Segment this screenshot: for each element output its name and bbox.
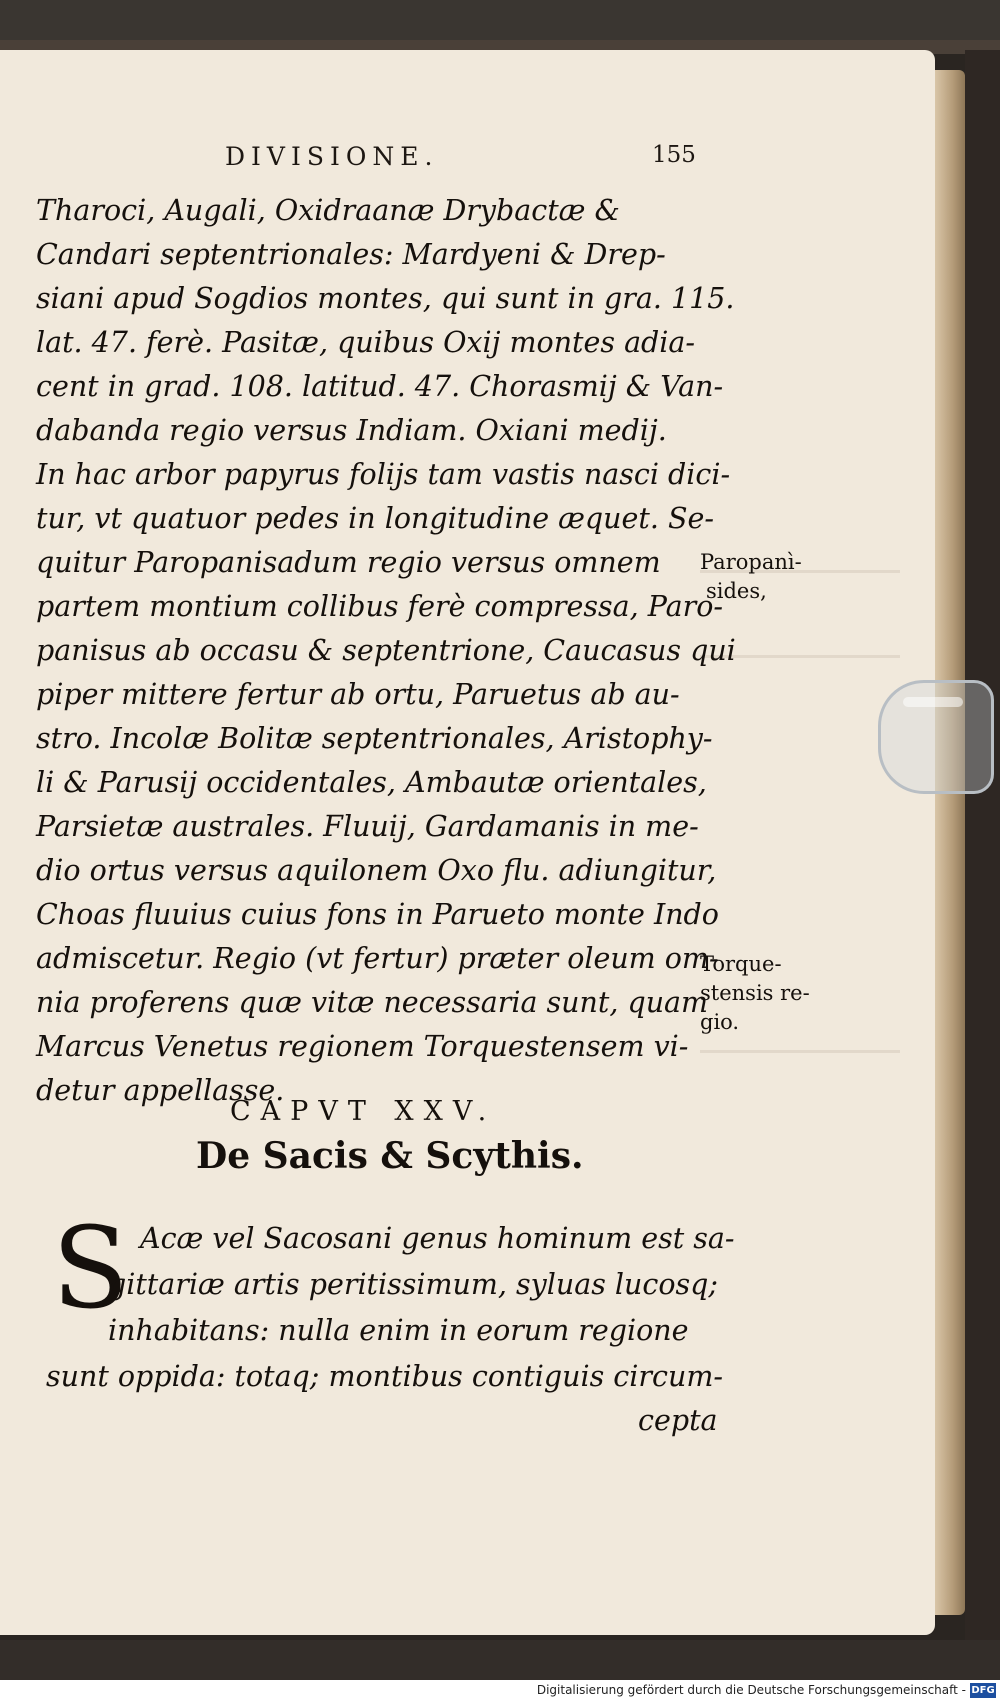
body-line: Marcus Venetus regionem Torquestensem vi- [36, 1030, 689, 1063]
scan-bottom-band [0, 1640, 1000, 1680]
body-line: Choas fluuius cuius fons in Parueto monte Indo [36, 898, 719, 931]
body-line: dabanda regio versus Indiam. Oxiani medij. [36, 414, 667, 447]
footer-credit: Digitalisierung gefördert durch die Deutsche Forschungsgemeinschaft - [536, 1683, 966, 1697]
drop-cap-initial: S [52, 1204, 129, 1334]
chapter-title: De Sacis & Scythis. [196, 1135, 584, 1177]
body-line: Candari septentrionales: Mardyeni & Drep- [36, 238, 666, 271]
margin-note-paropanisades: Paropanì- [700, 550, 802, 574]
scan-top-band [0, 0, 1000, 40]
body-line: Tharoci, Augali, Oxidraanæ Drybactæ & [36, 194, 620, 227]
body-line: cent in grad. 108. latitud. 47. Chorasmij & Van- [36, 370, 724, 403]
body-line: In hac arbor papyrus folijs tam vastis nasci dici- [36, 458, 731, 491]
body-line: siani apud Sogdios montes, qui sunt in gra. 115. [36, 282, 735, 315]
chapter-line: gittariæ artis peritissimum, syluas lucosq; [108, 1268, 718, 1301]
book-cover-edge [965, 50, 1000, 1660]
body-line: Parsietæ australes. Fluuij, Gardamanis in me- [36, 810, 699, 843]
body-line: nia proferens quæ vitæ necessaria sunt, quam [36, 986, 709, 1019]
chapter-line: inhabitans: nulla enim in eorum regione [108, 1314, 689, 1347]
margin-note-torquestensis: gio. [700, 1010, 740, 1034]
dfg-logo: DFG [971, 1685, 995, 1696]
body-line: li & Parusij occidentales, Ambautæ orientales, [36, 766, 707, 799]
chapter-label: CAPVT XXV. [230, 1096, 497, 1127]
chapter-line: sunt oppida: totaq; montibus contiguis circum- [46, 1360, 723, 1393]
chapter-line: Acæ vel Sacosani genus hominum est sa- [140, 1222, 735, 1255]
margin-note-paropanisades: sides, [706, 579, 767, 603]
page-number: 155 [652, 142, 696, 168]
body-line: stro. Incolæ Bolitæ septentrionales, Aristophy- [36, 722, 713, 755]
body-line: dio ortus versus aquilonem Oxo flu. adiungitur, [36, 854, 717, 887]
margin-note-torquestensis: stensis re- [700, 981, 810, 1005]
chapter-catchword: cepta [638, 1404, 718, 1437]
margin-note-torquestensis: Torque- [700, 952, 782, 976]
body-line: panisus ab occasu & septentrione, Caucasus qui [36, 634, 736, 667]
body-line: quitur Paropanisadum regio versus omnem [36, 546, 661, 579]
body-line: lat. 47. ferè. Pasitæ, quibus Oxij montes adia- [36, 326, 696, 359]
bleed-through-line [700, 1050, 900, 1053]
body-line: detur appellasse. [36, 1074, 285, 1107]
body-line: tur, vt quatuor pedes in longitudine æquet. Se- [36, 502, 714, 535]
running-head: DIVISIONE. [225, 142, 439, 171]
page-fore-edge [935, 70, 965, 1615]
body-line: admiscetur. Regio (vt fertur) præter oleum om- [36, 942, 719, 975]
body-line: partem montium collibus ferè compressa, Paro- [36, 590, 724, 623]
body-line: piper mittere fertur ab ortu, Paruetus ab au- [36, 678, 680, 711]
footer-bar [0, 1680, 1000, 1702]
page-clip [878, 680, 994, 794]
